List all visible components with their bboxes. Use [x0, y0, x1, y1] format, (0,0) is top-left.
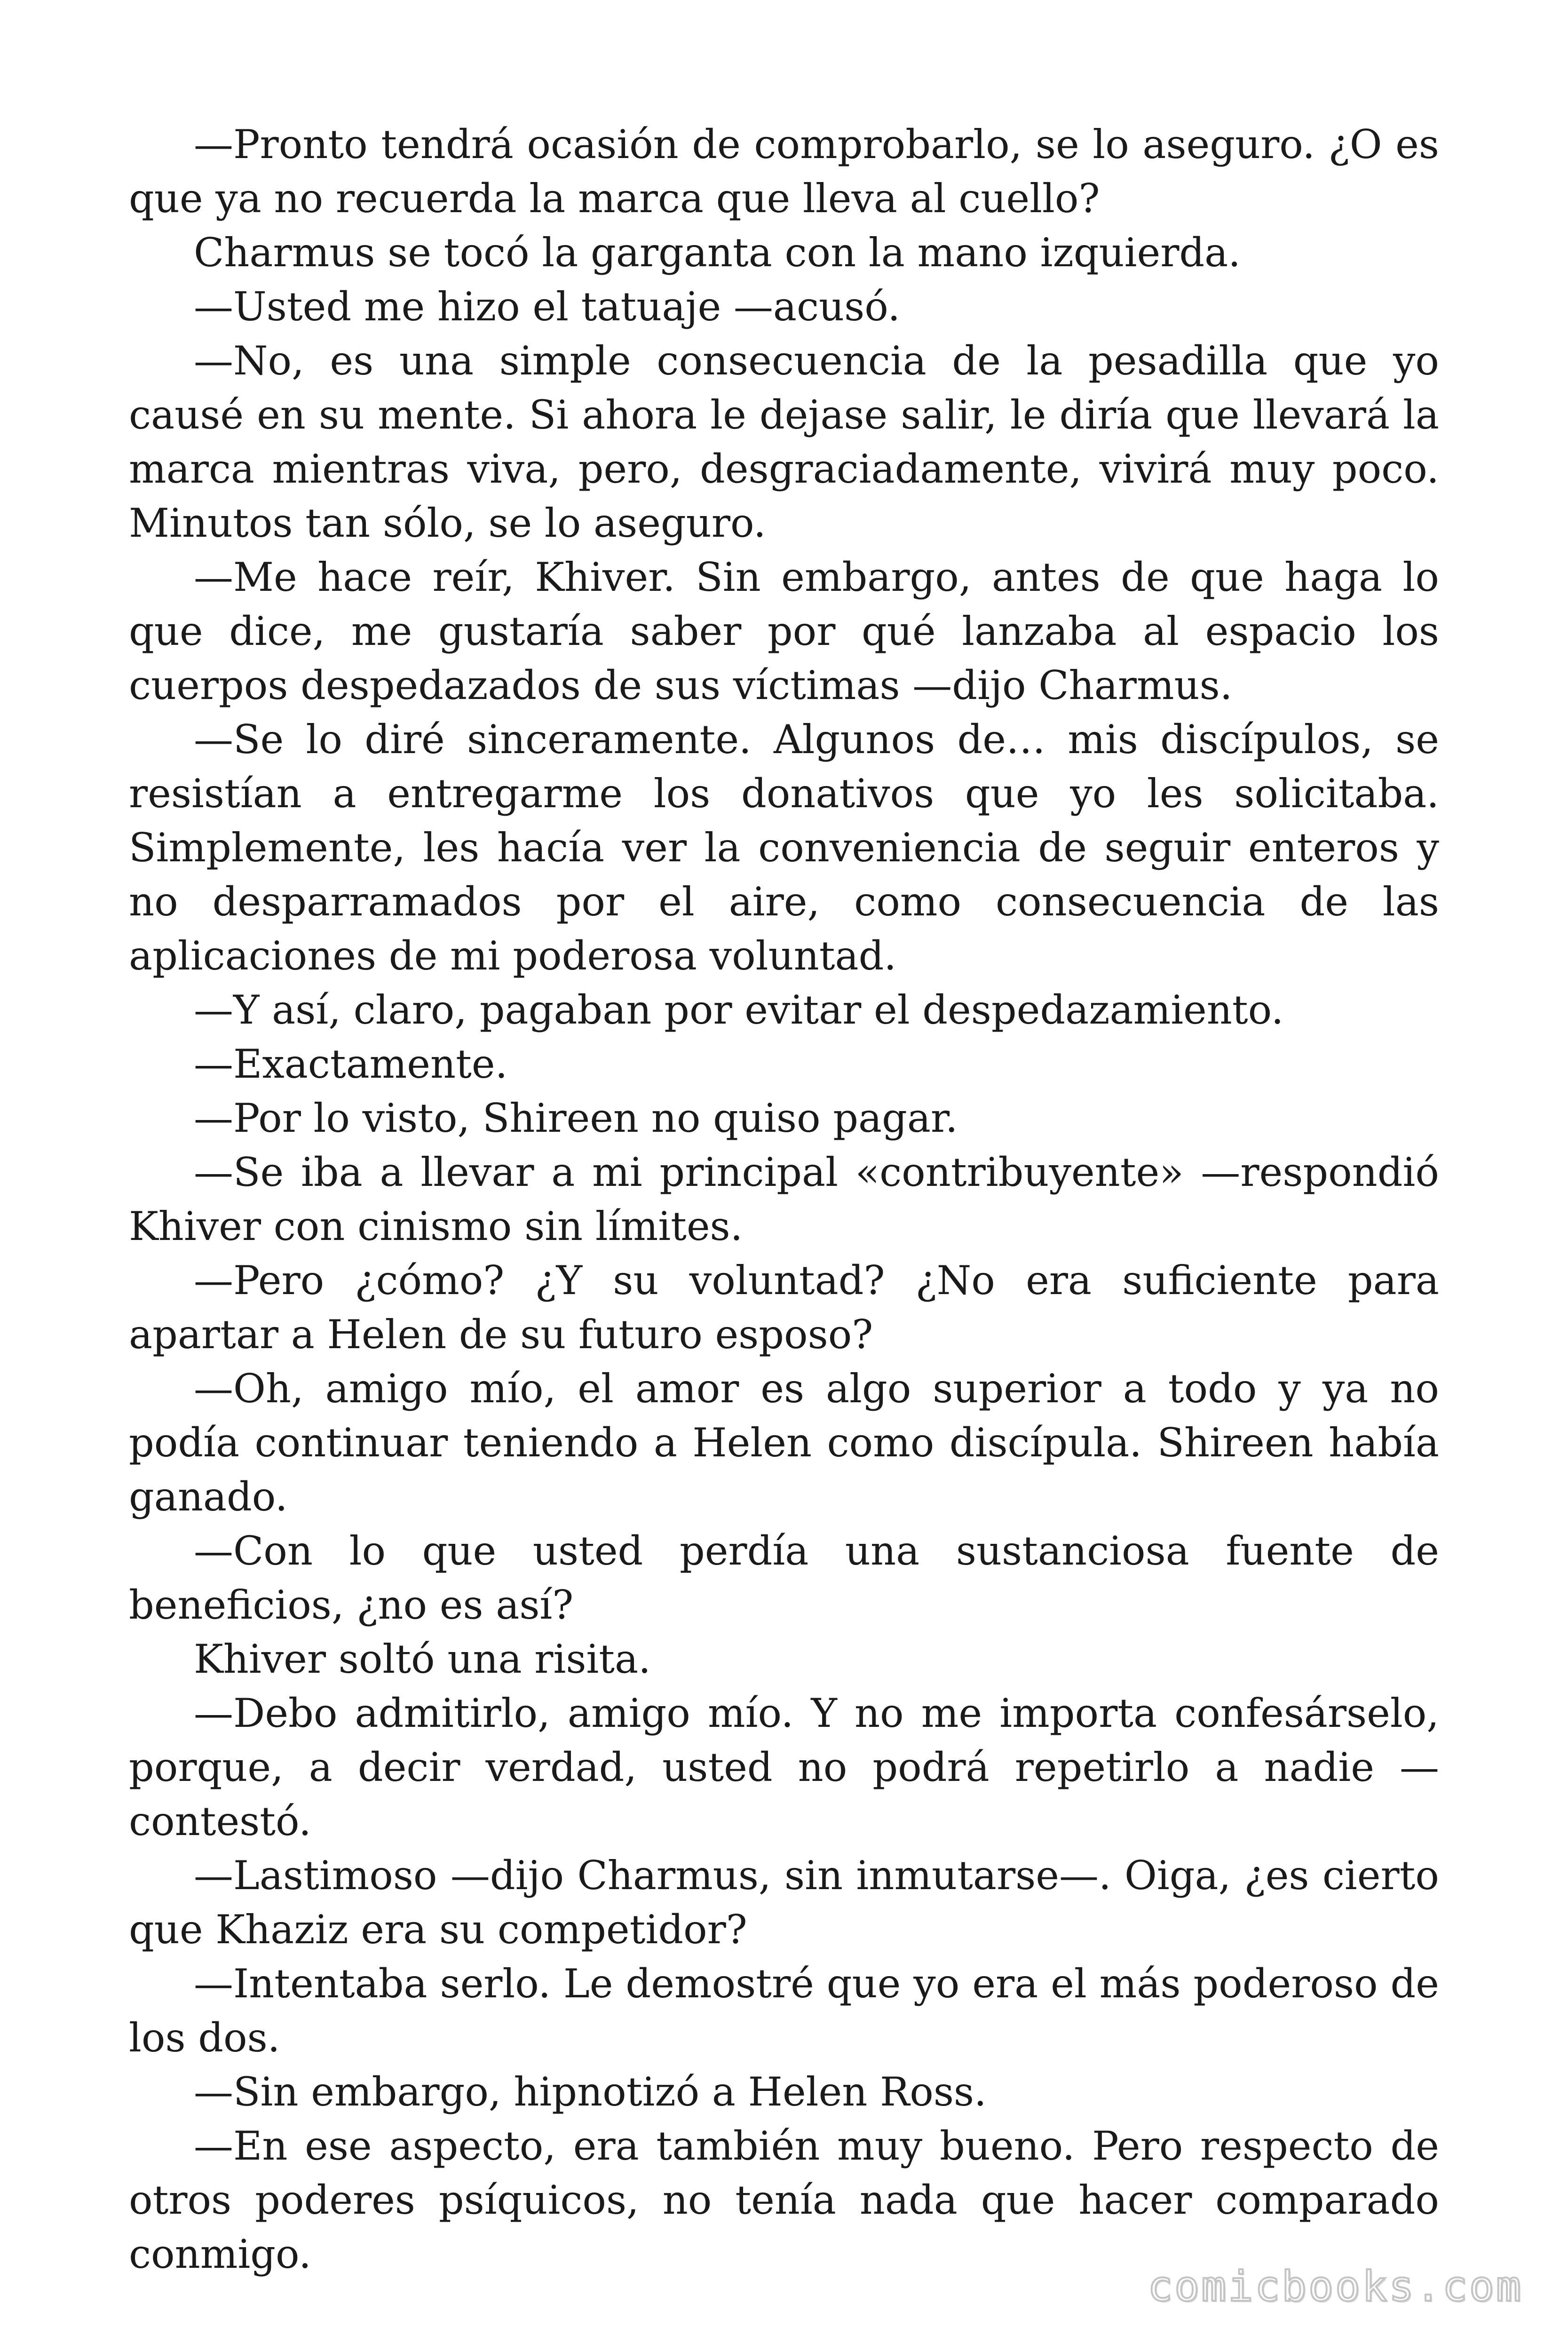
paragraph: —Me hace reír, Khiver. Sin embargo, antes de que haga lo que dice, me gustaría saber por qué lanzaba al espacio los cuerpos despedazados de sus víctimas —dijo Charmus.: [129, 554, 1439, 708]
site-watermark: comicbooks.com: [1148, 2262, 1523, 2311]
paragraph: —Se lo diré sinceramente. Algunos de… mis discípulos, se resistían a entregarme los donativos que yo les solicitaba. Simplemente, les hacía ver la conveniencia de seguir enteros y no desparramados por el aire, como consecuencia de las aplicaciones de mi poderosa voluntad.: [129, 716, 1439, 979]
body-text: [129, 118, 1439, 2281]
paragraph: —Con lo que usted perdía una sustanciosa fuente de beneficios, ¿no es así?: [129, 1528, 1439, 1628]
paragraph: —Por lo visto, Shireen no quiso pagar.: [194, 1095, 958, 1141]
paragraph: Charmus se tocó la garganta con la mano izquierda.: [194, 230, 1241, 276]
paragraph: —No, es una simple consecuencia de la pesadilla que yo causé en su mente. Si ahora le dejase salir, le diría que llevará la marca mientras viva, pero, desgraciadamente, vivirá muy poco. Minutos tan sólo, se lo aseguro.: [129, 338, 1439, 546]
paragraph: —Usted me hizo el tatuaje —acusó.: [194, 284, 901, 330]
paragraph: —Lastimoso —dijo Charmus, sin inmutarse—. Oiga, ¿es cierto que Khaziz era su competidor?: [129, 1852, 1439, 1953]
paragraph: —Sin embargo, hipnotizó a Helen Ross.: [194, 2069, 987, 2115]
paragraph: —Exactamente.: [194, 1041, 508, 1087]
paragraph: —Oh, amigo mío, el amor es algo superior a todo y ya no podía continuar teniendo a Helen como discípula. Shireen había ganado.: [129, 1366, 1439, 1520]
paragraph: —En ese aspecto, era también muy bueno. Pero respecto de otros poderes psíquicos, no tenía nada que hacer comparado conmigo.: [129, 2123, 1439, 2277]
paragraph: —Intentaba serlo. Le demostré que yo era el más poderoso de los dos.: [129, 1961, 1439, 2061]
paragraph: —Y así, claro, pagaban por evitar el despedazamiento.: [194, 987, 1284, 1033]
paragraph: Khiver soltó una risita.: [194, 1636, 651, 1682]
paragraph: —Se iba a llevar a mi principal «contribuyente» —respondió Khiver con cinismo sin límites.: [129, 1149, 1439, 1249]
paragraph: —Debo admitirlo, amigo mío. Y no me importa confesárselo, porque, a decir verdad, usted no podrá repetirlo a nadie —contestó.: [129, 1690, 1439, 1844]
paragraph: —Pero ¿cómo? ¿Y su voluntad? ¿No era suficiente para apartar a Helen de su futuro esposo?: [129, 1257, 1439, 1358]
paragraph: —Pronto tendrá ocasión de comprobarlo, se lo aseguro. ¿O es que ya no recuerda la marca que lleva al cuello?: [129, 121, 1439, 222]
